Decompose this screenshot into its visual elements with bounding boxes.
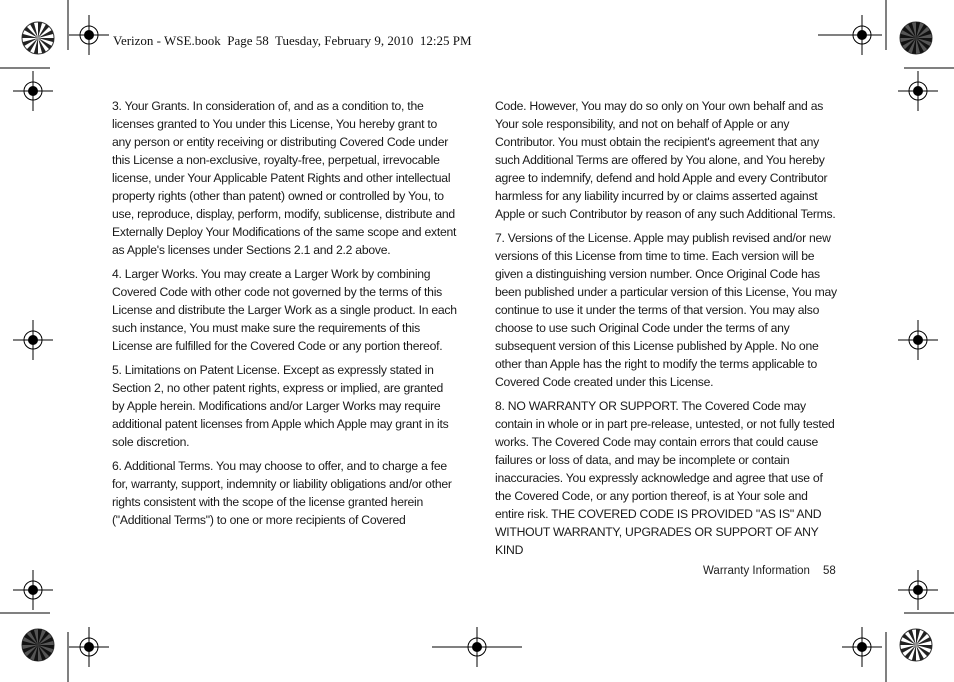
registration-crosshair-icon: [13, 570, 53, 610]
starburst-target-icon: [900, 22, 932, 54]
registration-crosshair-icon: [898, 570, 938, 610]
footer-section-label: Warranty Information: [703, 565, 810, 577]
registration-marks: [13, 15, 938, 667]
registration-crosshair-icon: [842, 15, 882, 55]
paragraph-versions: 7. Versions of the License. Apple may publish revised and/or new versions of this License from time to time. Each version will be given a distinguishing version number. Once Original Code has been published under a particular version of this License, You may continue to use it under the terms of that version. You may also choose to use such Original Code under the terms of any subsequent version of this License published by Apple. No one other than Apple has the right to modify the terms applicable to Covered Code created under this License.: [495, 231, 837, 389]
color-targets: [22, 22, 932, 661]
paragraph-no-warranty: 8. NO WARRANTY OR SUPPORT. The Covered Code may contain in whole or in part pre-release, untested, or not fully tested works. The Covered Code may contain errors that could cause failures or loss of data, and may be incomplete or contain inaccuracies. You expressly acknowledge and agree that use of the Covered Code, or any portion thereof, is at Your sole and entire risk. THE COVERED CODE IS PROVIDED "AS IS" AND WITHOUT WARRANTY, UPGRADES OR SUPPORT OF ANY KIND: [495, 399, 835, 557]
print-header: Verizon - WSE.book Page 58 Tuesday, February 9, 2010 12:25 PM: [113, 33, 472, 48]
starburst-target-icon: [22, 22, 54, 54]
starburst-target-icon: [900, 629, 932, 661]
registration-crosshair-icon: [13, 71, 53, 111]
registration-crosshair-icon: [898, 71, 938, 111]
starburst-target-icon: [22, 629, 54, 661]
registration-crosshair-icon: [898, 320, 938, 360]
paragraph-your-grants: 3. Your Grants. In consideration of, and as a condition to, the licenses granted to You under this License, You hereby grant to any person or entity receiving or distributing Covered Code under this License a non-exclusive, royalty-free, perpetual, irrevocable license, under Your Applicable Patent Rights and other intellectual property rights (other than patent) owned or controlled by You, to use, reproduce, display, perform, modify, sublicense, distribute and Externally Deploy Your Modifications of the same scope and extent as Apple's licenses under Sections 2.1 and 2.2 above.: [112, 99, 457, 257]
paragraph-larger-works: 4. Larger Works. You may create a Larger Work by combining Covered Code with other code not governed by the terms of this License and distribute the Larger Work as a single product. In each such instance, You must make sure the requirements of this License are fulfilled for the Covered Code or any portion thereof.: [112, 267, 457, 353]
paragraph-additional-terms-cont: Code. However, You may do so only on Your own behalf and as Your sole responsibility, and not on behalf of Apple or any Contributor. You must obtain the recipient's agreement that any such Additional Terms are offered by You alone, and You hereby agree to indemnify, defend and hold Apple and every Contributor harmless for any liability incurred by or claims asserted against Apple or such Contributor by reason of any such Additional Terms.: [495, 99, 836, 221]
registration-crosshair-icon: [842, 627, 882, 667]
registration-crosshair-icon: [69, 627, 109, 667]
registration-crosshair-icon: [69, 15, 109, 55]
registration-crosshair-icon: [13, 320, 53, 360]
paragraph-patent-limitations: 5. Limitations on Patent License. Except as expressly stated in Section 2, no other patent rights, express or implied, are granted by Apple herein. Modifications and/or Larger Works may require additional patent licenses from Apple which Apple may grant in its sole discretion.: [112, 363, 449, 449]
page-number: 58: [823, 565, 836, 577]
registration-crosshair-icon: [457, 627, 497, 667]
paragraph-additional-terms: 6. Additional Terms. You may choose to offer, and to charge a fee for, warranty, support, indemnity or liability obligations and/or other rights consistent with the scope of the license granted herein ("Additional Terms") to one or more recipients of Covered: [112, 459, 452, 527]
